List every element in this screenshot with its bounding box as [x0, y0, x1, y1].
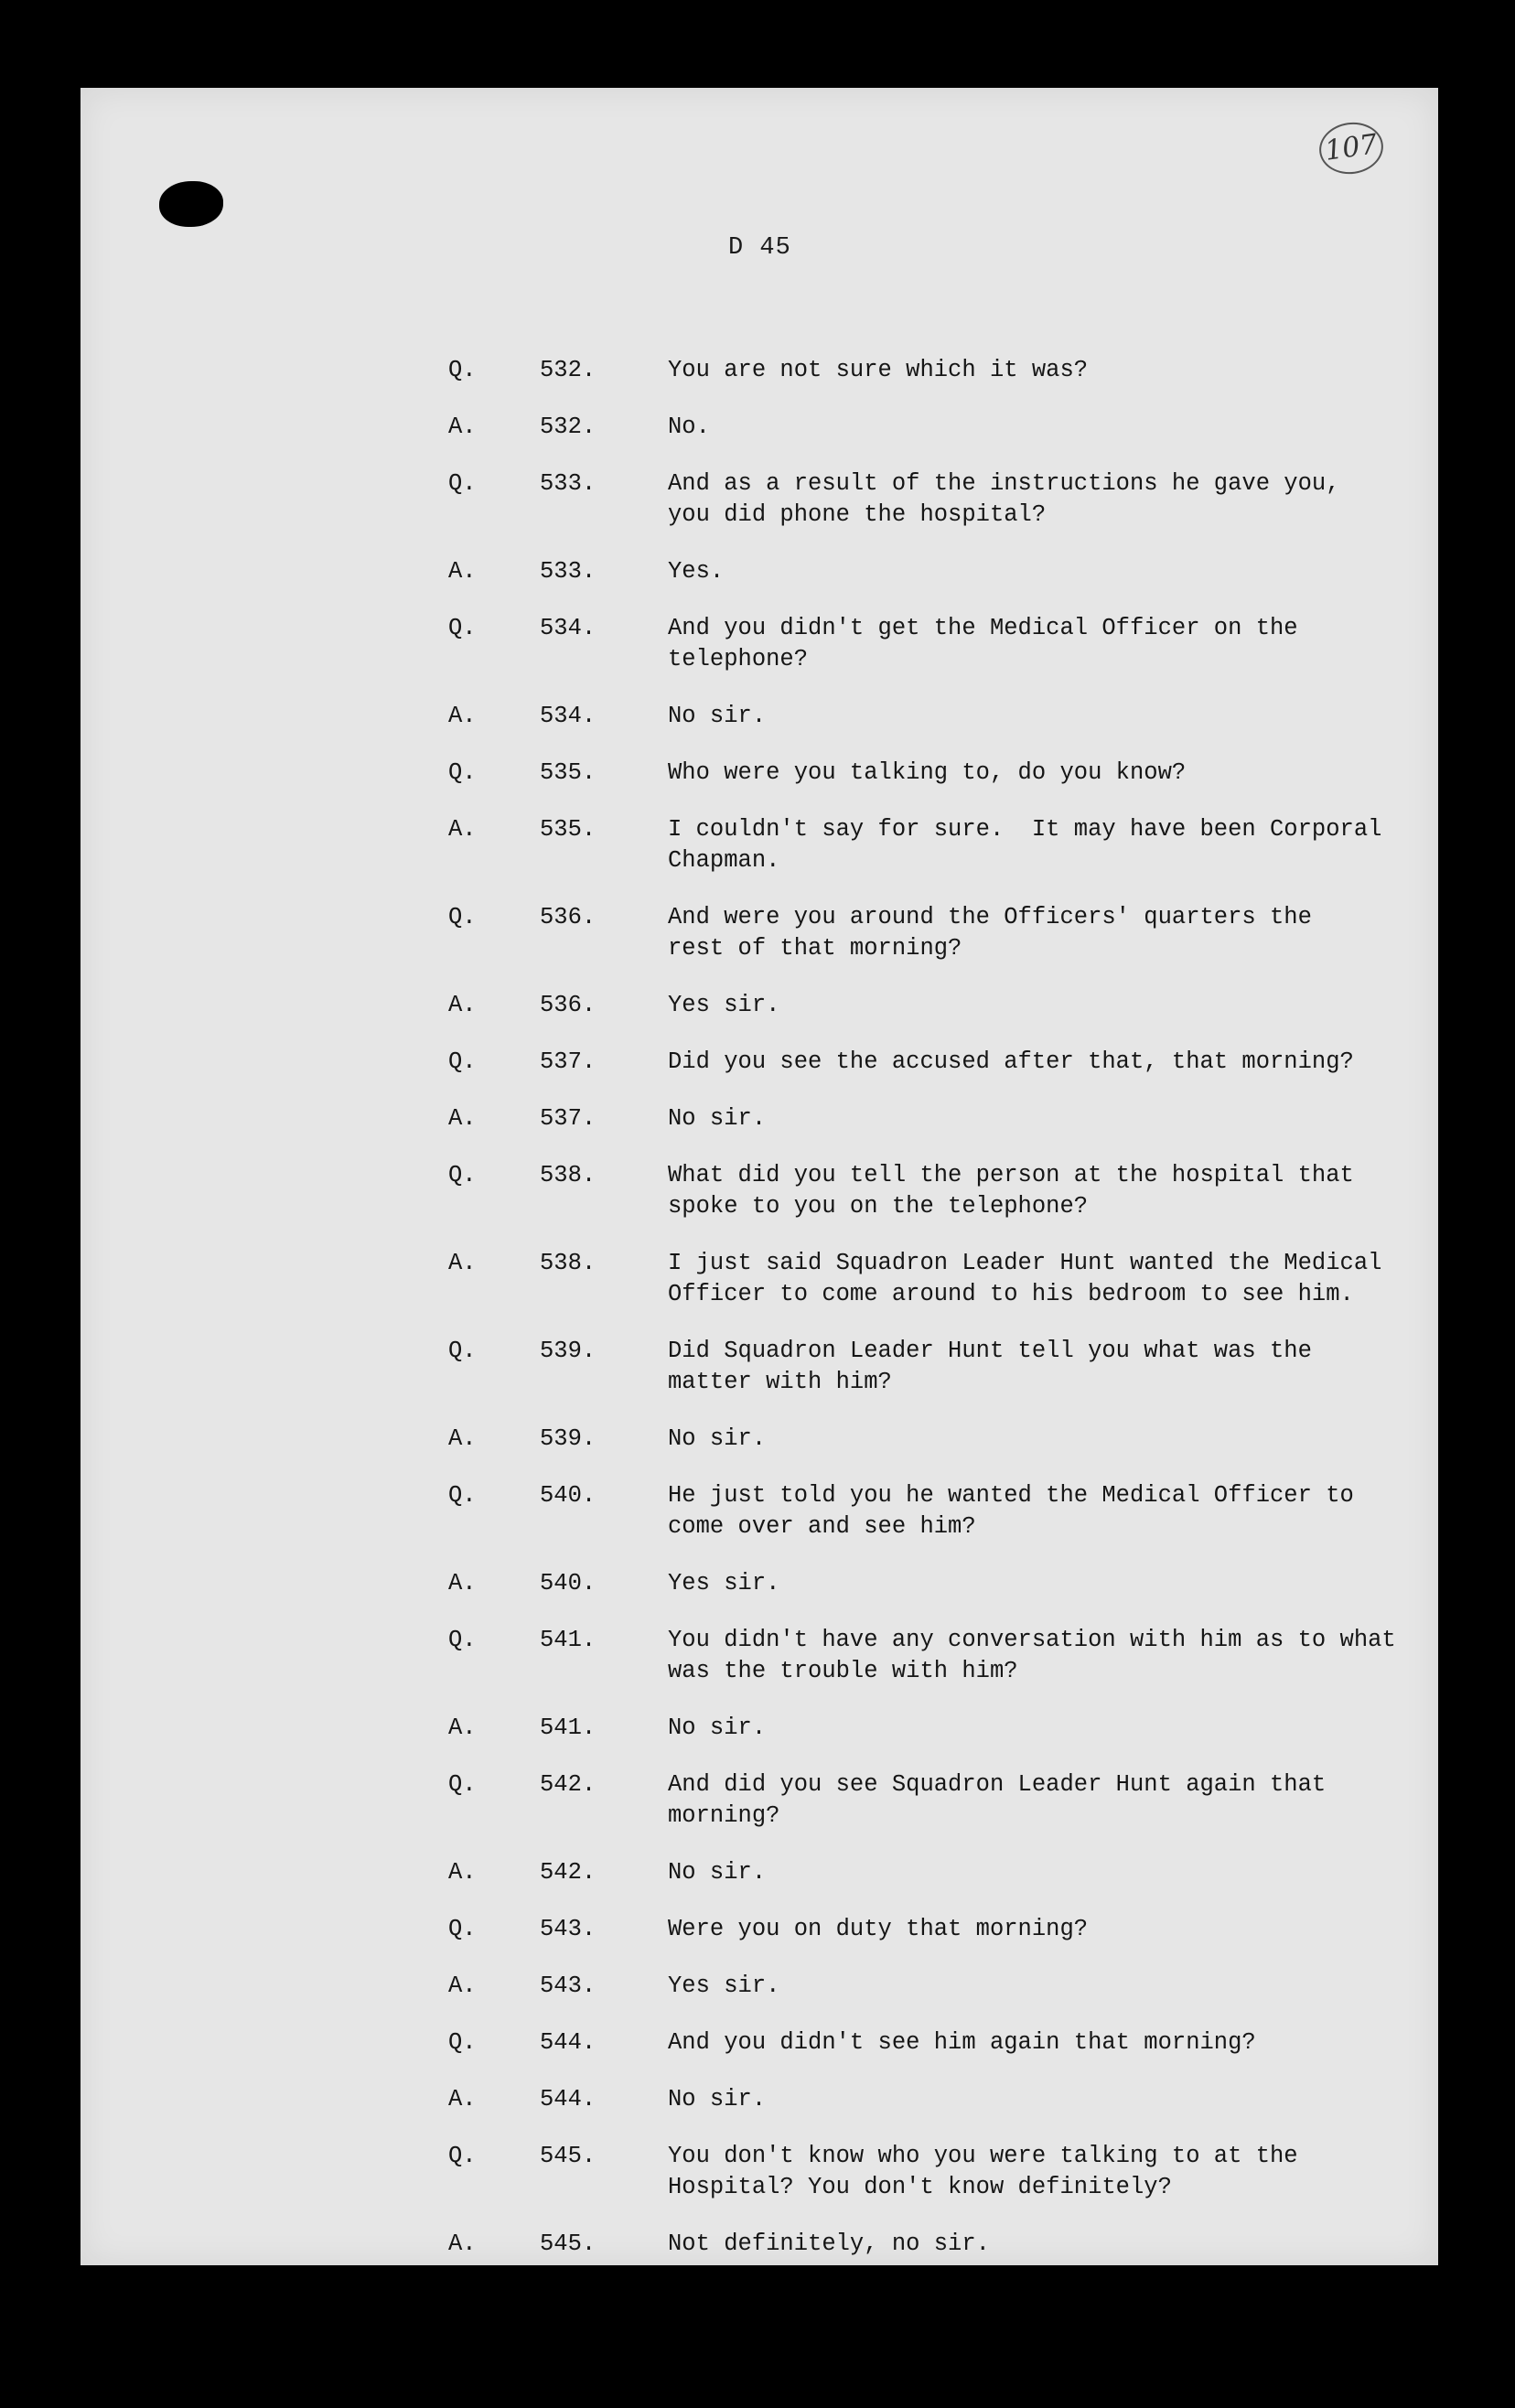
transcript-entry [448, 1857, 1418, 1888]
speaker-label: A. [448, 558, 477, 585]
question-number: 541. [540, 1715, 596, 1741]
transcript-entry [448, 2141, 1418, 2203]
question-number: 539. [540, 1425, 596, 1452]
transcript-entry [448, 613, 1418, 675]
speaker-label: Q. [448, 2029, 477, 2056]
entry-text: And were you around the Officers' quarters the rest of that morning? [668, 904, 1312, 962]
question-number: 534. [540, 615, 596, 641]
transcript-entry [448, 1568, 1418, 1599]
transcript-entry [448, 355, 1418, 386]
transcript-entry [448, 902, 1418, 964]
entry-text: He just told you he wanted the Medical Officer to come over and see him? [668, 1482, 1354, 1540]
speaker-label: Q. [448, 470, 477, 497]
question-number: 540. [540, 1482, 596, 1509]
entry-text: Yes sir. [668, 992, 780, 1018]
transcript-entry [448, 2229, 1418, 2260]
question-number: 532. [540, 357, 596, 383]
entry-text: Did Squadron Leader Hunt tell you what was the matter with him? [668, 1338, 1312, 1395]
transcript-entry [448, 1248, 1418, 1310]
question-number: 540. [540, 1570, 596, 1596]
entry-text: No. [668, 414, 710, 440]
speaker-label: Q. [448, 759, 477, 786]
transcript-entry [448, 1480, 1418, 1543]
speaker-label: Q. [448, 2143, 477, 2169]
transcript [448, 355, 1418, 2285]
speaker-label: A. [448, 1105, 477, 1132]
question-number: 536. [540, 904, 596, 930]
transcript-entry [448, 1336, 1418, 1398]
entry-text: Were you on duty that morning? [668, 1916, 1089, 1942]
question-number: 545. [540, 2143, 596, 2169]
page-number-stamp: 107 [1316, 118, 1386, 177]
question-number: 538. [540, 1250, 596, 1276]
transcript-entry [448, 1160, 1418, 1222]
entry-text: And as a result of the instructions he gave you, you did phone the hospital? [668, 470, 1340, 528]
question-number: 543. [540, 1916, 596, 1942]
speaker-label: Q. [448, 357, 477, 383]
transcript-entry [448, 814, 1418, 876]
entry-text: Not definitely, no sir. [668, 2231, 990, 2257]
speaker-label: A. [448, 2231, 477, 2257]
entry-text: No sir. [668, 1425, 767, 1452]
question-number: 537. [540, 1048, 596, 1075]
question-number: 544. [540, 2029, 596, 2056]
speaker-label: A. [448, 1250, 477, 1276]
speaker-label: Q. [448, 1162, 477, 1188]
transcript-entry [448, 1047, 1418, 1078]
transcript-entry [448, 1769, 1418, 1832]
question-number: 538. [540, 1162, 596, 1188]
speaker-label: Q. [448, 1048, 477, 1075]
punch-hole-mark [159, 181, 223, 227]
entry-text: You didn't have any conversation with him as to what was the trouble with him? [668, 1627, 1396, 1684]
transcript-entry [448, 758, 1418, 789]
document-reference: D 45 [728, 234, 791, 262]
speaker-label: A. [448, 1859, 477, 1886]
transcript-entry [448, 2027, 1418, 2059]
question-number: 533. [540, 470, 596, 497]
transcript-entry [448, 468, 1418, 531]
speaker-label: A. [448, 1973, 477, 1999]
entry-text: I just said Squadron Leader Hunt wanted the Medical Officer to come around to his bedroom to see him. [668, 1250, 1382, 1307]
speaker-label: A. [448, 816, 477, 843]
speaker-label: A. [448, 1715, 477, 1741]
question-number: 542. [540, 1859, 596, 1886]
transcript-entry [448, 990, 1418, 1021]
speaker-label: Q. [448, 1338, 477, 1364]
question-number: 543. [540, 1973, 596, 1999]
transcript-entry [448, 1713, 1418, 1744]
entry-text: Yes sir. [668, 1570, 780, 1596]
speaker-label: Q. [448, 1627, 477, 1653]
question-number: 533. [540, 558, 596, 585]
question-number: 544. [540, 2086, 596, 2112]
question-number: 545. [540, 2231, 596, 2257]
speaker-label: A. [448, 1570, 477, 1596]
transcript-entry [448, 1103, 1418, 1134]
entry-text: And you didn't get the Medical Officer on the telephone? [668, 615, 1298, 672]
speaker-label: A. [448, 414, 477, 440]
question-number: 537. [540, 1105, 596, 1132]
speaker-label: A. [448, 2086, 477, 2112]
question-number: 535. [540, 816, 596, 843]
transcript-entry [448, 412, 1418, 443]
speaker-label: Q. [448, 1482, 477, 1509]
entry-text: No sir. [668, 1715, 767, 1741]
entry-text: Yes sir. [668, 1973, 780, 1999]
entry-text: You don't know who you were talking to at the Hospital? You don't know definitely? [668, 2143, 1298, 2200]
speaker-label: Q. [448, 1916, 477, 1942]
transcript-entry [448, 1914, 1418, 1945]
entry-text: No sir. [668, 703, 767, 729]
question-number: 532. [540, 414, 596, 440]
entry-text: Yes. [668, 558, 725, 585]
speaker-label: A. [448, 1425, 477, 1452]
question-number: 542. [540, 1771, 596, 1798]
question-number: 535. [540, 759, 596, 786]
question-number: 539. [540, 1338, 596, 1364]
entry-text: And did you see Squadron Leader Hunt again that morning? [668, 1771, 1327, 1829]
entry-text: No sir. [668, 2086, 767, 2112]
transcript-entry [448, 1424, 1418, 1455]
transcript-entry [448, 556, 1418, 587]
entry-text: No sir. [668, 1859, 767, 1886]
question-number: 541. [540, 1627, 596, 1653]
speaker-label: Q. [448, 615, 477, 641]
speaker-label: Q. [448, 1771, 477, 1798]
entry-text: I couldn't say for sure. It may have been Corporal Chapman. [668, 816, 1382, 874]
transcript-entry [448, 1625, 1418, 1687]
transcript-entry [448, 2084, 1418, 2115]
speaker-label: A. [448, 703, 477, 729]
entry-text: And you didn't see him again that morning? [668, 2029, 1256, 2056]
transcript-entry [448, 1971, 1418, 2002]
question-number: 536. [540, 992, 596, 1018]
entry-text: No sir. [668, 1105, 767, 1132]
speaker-label: A. [448, 992, 477, 1018]
entry-text: Did you see the accused after that, that morning? [668, 1048, 1354, 1075]
entry-text: You are not sure which it was? [668, 357, 1089, 383]
transcript-entry [448, 701, 1418, 732]
speaker-label: Q. [448, 904, 477, 930]
entry-text: Who were you talking to, do you know? [668, 759, 1187, 786]
entry-text: What did you tell the person at the hospital that spoke to you on the telephone? [668, 1162, 1354, 1220]
question-number: 534. [540, 703, 596, 729]
